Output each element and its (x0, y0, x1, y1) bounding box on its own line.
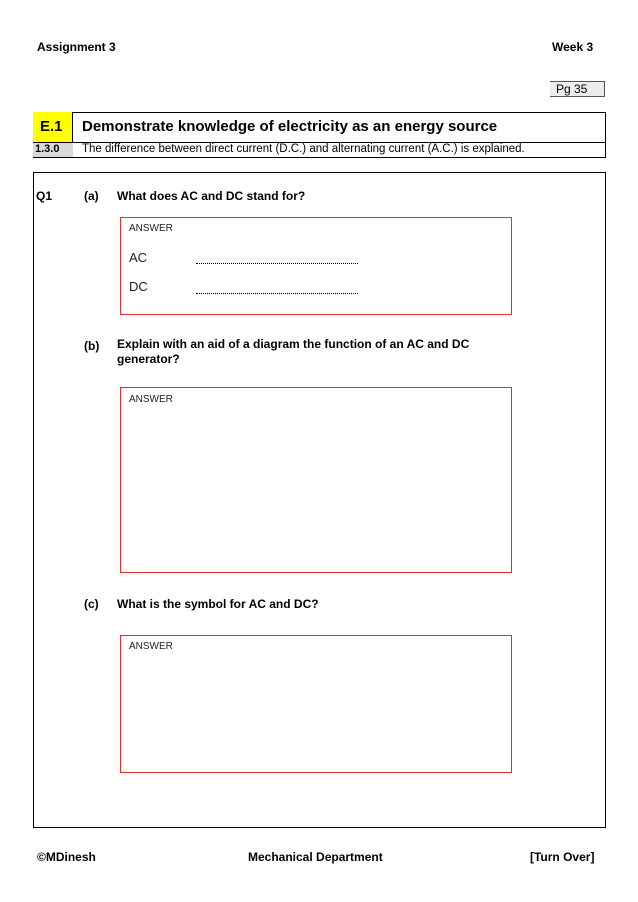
part-a-question: What does AC and DC stand for? (117, 189, 306, 203)
part-c-label: (c) (84, 597, 99, 611)
answer-box-a[interactable] (120, 217, 512, 315)
dc-label: DC (129, 279, 148, 294)
answer-label-b: ANSWER (129, 394, 173, 405)
answer-label-c: ANSWER (129, 641, 173, 652)
week-label: Week 3 (552, 40, 594, 54)
department-label: Mechanical Department (248, 850, 383, 864)
page-number: Pg 35 (550, 81, 605, 97)
ac-answer-line[interactable] (196, 262, 358, 264)
sub-outcome-text: The difference between direct current (D.C.) and alternating current (A.C.) is explained. (82, 143, 525, 155)
copyright-label: ©MDinesh (37, 850, 96, 864)
answer-label-a: ANSWER (129, 223, 173, 234)
turn-over-label: [Turn Over] (530, 850, 595, 864)
part-b-question: Explain with an aid of a diagram the function of an AC and DC generator? (117, 337, 470, 366)
assignment-label: Assignment 3 (37, 40, 116, 54)
ac-label: AC (129, 250, 148, 265)
outcome-title: Demonstrate knowledge of electricity as an energy source (82, 118, 498, 135)
sub-outcome-code: 1.3.0 (35, 143, 60, 155)
answer-box-b[interactable] (120, 387, 512, 573)
outcome-code: E.1 (40, 118, 63, 135)
part-b-label: (b) (84, 339, 100, 353)
part-a-label: (a) (84, 189, 99, 203)
answer-box-c[interactable] (120, 635, 512, 773)
part-c-question: What is the symbol for AC and DC? (117, 597, 319, 611)
question-number: Q1 (36, 189, 53, 203)
dc-answer-line[interactable] (196, 292, 358, 294)
